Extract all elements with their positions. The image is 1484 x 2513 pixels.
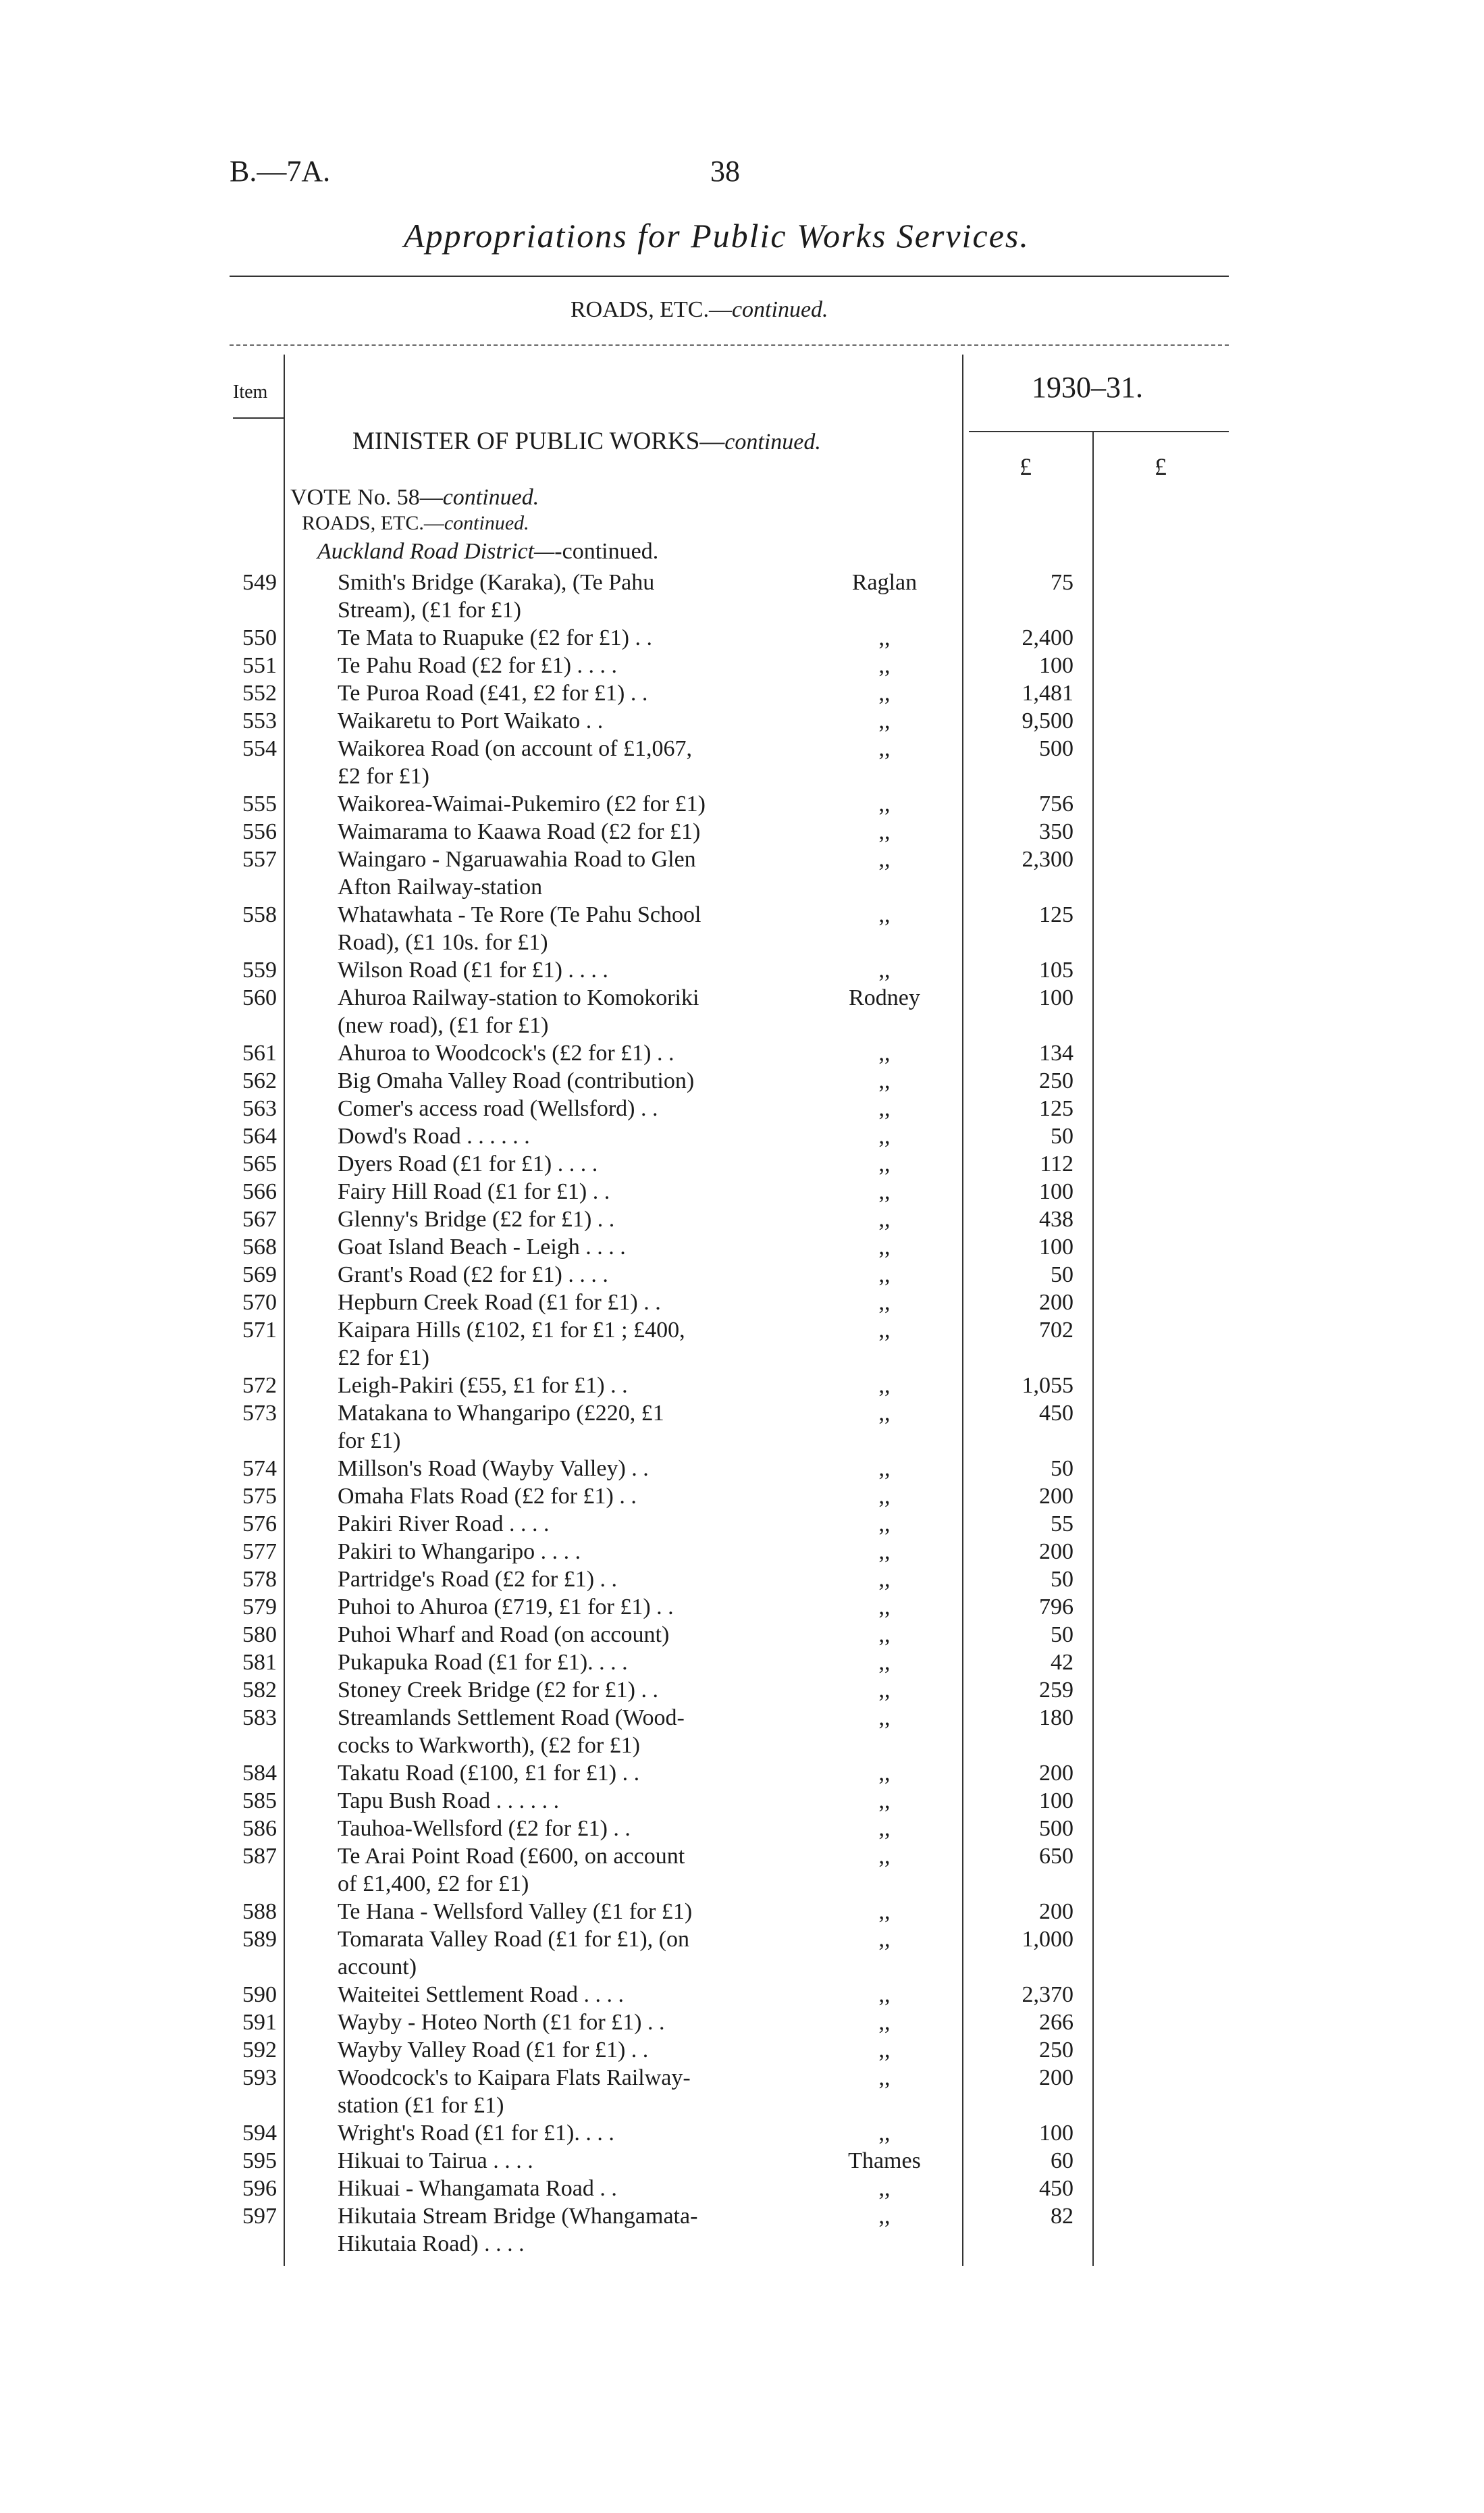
item-number: 564 bbox=[242, 1124, 277, 1149]
item-amount: 82 bbox=[1051, 2204, 1074, 2229]
item-amount: 350 bbox=[1039, 819, 1074, 844]
item-description: Tomarata Valley Road (£1 for £1), (on account) bbox=[338, 1927, 690, 1979]
item-amount: 200 bbox=[1039, 1539, 1074, 1564]
item-district: ,, bbox=[878, 625, 891, 650]
item-description: Grant's Road (£2 for £1) . . . . bbox=[338, 1262, 608, 1287]
roads-subheading-continued: continued. bbox=[444, 512, 529, 534]
item-description: Millson's Road (Wayby Valley) . . bbox=[338, 1456, 649, 1481]
item-description: Hepburn Creek Road (£1 for £1) . . bbox=[338, 1290, 661, 1315]
item-amount: 450 bbox=[1039, 1401, 1074, 1426]
item-number: 590 bbox=[242, 1982, 277, 2007]
item-description: Te Hana - Wellsford Valley (£1 for £1) bbox=[338, 1899, 693, 1924]
item-number: 582 bbox=[242, 1678, 277, 1703]
item-description: Fairy Hill Road (£1 for £1) . . bbox=[338, 1179, 610, 1204]
page-title: Appropriations for Public Works Services. bbox=[404, 217, 1030, 255]
item-description: Stoney Creek Bridge (£2 for £1) . . bbox=[338, 1678, 658, 1703]
item-district: Raglan bbox=[851, 570, 918, 595]
item-description: Puhoi to Ahuroa (£719, £1 for £1) . . bbox=[338, 1595, 674, 1620]
item-description: Hikuai - Whangamata Road . . bbox=[338, 2176, 617, 2201]
item-column-divider bbox=[284, 355, 285, 2266]
item-amount: 2,370 bbox=[1022, 1982, 1074, 2007]
item-district: ,, bbox=[878, 1318, 891, 1343]
currency-header-1: £ bbox=[1019, 453, 1032, 480]
item-description: Dowd's Road . . . . . . bbox=[338, 1124, 530, 1149]
item-amount: 75 bbox=[1051, 570, 1074, 595]
district-heading-continued: -continued. bbox=[554, 539, 659, 564]
item-header-rule bbox=[233, 417, 284, 419]
item-district: ,, bbox=[878, 2176, 891, 2201]
item-district: ,, bbox=[878, 1511, 891, 1536]
item-description: Omaha Flats Road (£2 for £1) . . bbox=[338, 1484, 637, 1509]
item-number: 561 bbox=[242, 1041, 277, 1066]
item-amount: 438 bbox=[1039, 1207, 1074, 1232]
roads-subheading-text: ROADS, ETC.— bbox=[302, 512, 444, 534]
minister-heading-text: MINISTER OF PUBLIC WORKS— bbox=[352, 428, 725, 455]
item-district: ,, bbox=[878, 1705, 891, 1730]
item-amount: 500 bbox=[1039, 1816, 1074, 1841]
item-description: Waikaretu to Port Waikato . . bbox=[338, 708, 604, 733]
item-number: 580 bbox=[242, 1622, 277, 1647]
item-number: 579 bbox=[242, 1595, 277, 1620]
item-district: ,, bbox=[878, 1622, 891, 1647]
item-district: ,, bbox=[878, 681, 891, 706]
item-amount: 100 bbox=[1039, 2121, 1074, 2146]
item-district: ,, bbox=[878, 1844, 891, 1869]
item-number: 586 bbox=[242, 1816, 277, 1841]
item-amount: 1,000 bbox=[1022, 1927, 1074, 1952]
item-district: ,, bbox=[878, 1151, 891, 1176]
item-district: ,, bbox=[878, 1982, 891, 2007]
item-district: ,, bbox=[878, 1484, 891, 1509]
item-number: 587 bbox=[242, 1844, 277, 1869]
item-number: 577 bbox=[242, 1539, 277, 1564]
item-number: 597 bbox=[242, 2204, 277, 2229]
item-amount: 702 bbox=[1039, 1318, 1074, 1343]
item-district: ,, bbox=[878, 1816, 891, 1841]
item-amount: 50 bbox=[1051, 1262, 1074, 1287]
item-number: 596 bbox=[242, 2176, 277, 2201]
item-number: 592 bbox=[242, 2038, 277, 2063]
item-district: ,, bbox=[878, 847, 891, 872]
item-district: ,, bbox=[878, 792, 891, 817]
item-amount: 200 bbox=[1039, 1761, 1074, 1786]
item-description: Tapu Bush Road . . . . . . bbox=[338, 1788, 560, 1813]
item-number: 573 bbox=[242, 1401, 277, 1426]
item-description: Matakana to Whangaripo (£220, £1 for £1) bbox=[338, 1401, 664, 1453]
item-description: Leigh-Pakiri (£55, £1 for £1) . . bbox=[338, 1373, 628, 1398]
item-district: ,, bbox=[878, 1235, 891, 1260]
item-description: Wright's Road (£1 for £1). . . . bbox=[338, 2121, 614, 2146]
item-amount: 1,055 bbox=[1022, 1373, 1074, 1398]
section-title-text: ROADS, ETC.— bbox=[571, 297, 732, 322]
item-description: Waikorea-Waimai-Pukemiro (£2 for £1) bbox=[338, 792, 706, 817]
item-district: ,, bbox=[878, 1262, 891, 1287]
item-district: ,, bbox=[878, 2010, 891, 2035]
item-amount: 134 bbox=[1039, 1041, 1074, 1066]
item-number: 589 bbox=[242, 1927, 277, 1952]
header-rule bbox=[230, 276, 1229, 277]
item-description: Te Arai Point Road (£600, on account of £1,400, £2 for £1) bbox=[338, 1844, 685, 1896]
item-amount: 100 bbox=[1039, 1788, 1074, 1813]
item-amount: 112 bbox=[1040, 1151, 1074, 1176]
item-description: Woodcock's to Kaipara Flats Railway- station (£1 for £1) bbox=[338, 2065, 691, 2118]
item-number: 585 bbox=[242, 1788, 277, 1813]
report-code: B.—7A. bbox=[230, 155, 331, 188]
item-amount: 60 bbox=[1051, 2148, 1074, 2173]
item-description: Wayby Valley Road (£1 for £1) . . bbox=[338, 2038, 649, 2063]
item-description: Goat Island Beach - Leigh . . . . bbox=[338, 1235, 626, 1260]
item-amount: 42 bbox=[1051, 1650, 1074, 1675]
item-district: ,, bbox=[878, 708, 891, 733]
item-district: ,, bbox=[878, 1124, 891, 1149]
item-number: 556 bbox=[242, 819, 277, 844]
minister-heading bbox=[352, 427, 821, 456]
item-number: 559 bbox=[242, 958, 277, 983]
item-description: Pakiri River Road . . . . bbox=[338, 1511, 550, 1536]
item-amount: 200 bbox=[1039, 1290, 1074, 1315]
item-district: ,, bbox=[878, 1207, 891, 1232]
item-district: ,, bbox=[878, 1041, 891, 1066]
item-number: 571 bbox=[242, 1318, 277, 1343]
item-description: Smith's Bridge (Karaka), (Te Pahu Stream), (£1 for £1) bbox=[338, 570, 655, 623]
item-amount: 250 bbox=[1039, 1068, 1074, 1093]
item-district: ,, bbox=[878, 902, 891, 927]
item-number: 588 bbox=[242, 1899, 277, 1924]
item-number: 593 bbox=[242, 2065, 277, 2090]
item-description: Comer's access road (Wellsford) . . bbox=[338, 1096, 658, 1121]
amount-column-divider bbox=[1092, 432, 1094, 2266]
item-description: Pakiri to Whangaripo . . . . bbox=[338, 1539, 581, 1564]
item-description: Te Pahu Road (£2 for £1) . . . . bbox=[338, 653, 618, 678]
item-district: ,, bbox=[878, 1456, 891, 1481]
item-number: 581 bbox=[242, 1650, 277, 1675]
item-amount: 2,300 bbox=[1022, 847, 1074, 872]
item-number: 595 bbox=[242, 2148, 277, 2173]
item-amount: 796 bbox=[1039, 1595, 1074, 1620]
item-amount: 50 bbox=[1051, 1456, 1074, 1481]
vote-heading-text: VOTE No. 58— bbox=[290, 485, 443, 510]
section-title-continued: continued. bbox=[731, 297, 828, 322]
item-amount: 1,481 bbox=[1022, 681, 1074, 706]
item-amount: 200 bbox=[1039, 2065, 1074, 2090]
item-district: ,, bbox=[878, 1539, 891, 1564]
item-amount: 100 bbox=[1039, 985, 1074, 1010]
item-district: ,, bbox=[878, 1096, 891, 1121]
district-heading bbox=[317, 539, 658, 565]
item-district: ,, bbox=[878, 1788, 891, 1813]
item-district: Thames bbox=[848, 2148, 921, 2173]
item-district: ,, bbox=[878, 1899, 891, 1924]
item-description: Hikutaia Stream Bridge (Whangamata- Hikutaia Road) . . . . bbox=[338, 2204, 698, 2256]
item-number: 576 bbox=[242, 1511, 277, 1536]
item-amount: 650 bbox=[1039, 1844, 1074, 1869]
item-description: Te Mata to Ruapuke (£2 for £1) . . bbox=[338, 625, 652, 650]
item-number: 570 bbox=[242, 1290, 277, 1315]
item-number: 563 bbox=[242, 1096, 277, 1121]
item-description: Takatu Road (£100, £1 for £1) . . bbox=[338, 1761, 640, 1786]
vote-heading-continued: continued. bbox=[442, 485, 539, 510]
item-description: Hikuai to Tairua . . . . bbox=[338, 2148, 533, 2173]
item-description: Glenny's Bridge (£2 for £1) . . bbox=[338, 1207, 615, 1232]
item-amount: 100 bbox=[1039, 1179, 1074, 1204]
item-number: 553 bbox=[242, 708, 277, 733]
item-amount: 756 bbox=[1039, 792, 1074, 817]
item-amount: 105 bbox=[1039, 958, 1074, 983]
item-district: ,, bbox=[878, 2065, 891, 2090]
item-description: Whatawhata - Te Rore (Te Pahu School Road), (£1 10s. for £1) bbox=[338, 902, 701, 955]
item-amount: 250 bbox=[1039, 2038, 1074, 2063]
item-amount: 125 bbox=[1039, 1096, 1074, 1121]
page-number: 38 bbox=[710, 155, 740, 188]
item-district: ,, bbox=[878, 2038, 891, 2063]
item-description: Te Puroa Road (£41, £2 for £1) . . bbox=[338, 681, 648, 706]
item-number: 591 bbox=[242, 2010, 277, 2035]
item-description: Dyers Road (£1 for £1) . . . . bbox=[338, 1151, 598, 1176]
district-heading-name: Auckland Road District— bbox=[317, 539, 555, 564]
item-number: 578 bbox=[242, 1567, 277, 1592]
item-description: Partridge's Road (£2 for £1) . . bbox=[338, 1567, 618, 1592]
table-top-rule bbox=[230, 344, 1229, 346]
item-district: ,, bbox=[878, 1567, 891, 1592]
item-amount: 450 bbox=[1039, 2176, 1074, 2201]
item-number: 567 bbox=[242, 1207, 277, 1232]
item-number: 574 bbox=[242, 1456, 277, 1481]
item-description: Pukapuka Road (£1 for £1). . . . bbox=[338, 1650, 628, 1675]
item-district: ,, bbox=[878, 1595, 891, 1620]
item-amount: 50 bbox=[1051, 1567, 1074, 1592]
item-district: ,, bbox=[878, 1373, 891, 1398]
item-district: ,, bbox=[878, 1401, 891, 1426]
minister-heading-continued: continued. bbox=[724, 430, 821, 455]
item-description: Tauhoa-Wellsford (£2 for £1) . . bbox=[338, 1816, 631, 1841]
item-district: ,, bbox=[878, 1650, 891, 1675]
item-number: 575 bbox=[242, 1484, 277, 1509]
item-district: ,, bbox=[878, 1927, 891, 1952]
item-number: 551 bbox=[242, 653, 277, 678]
year-column-header: 1930–31. bbox=[1032, 371, 1143, 404]
item-description: Ahuroa to Woodcock's (£2 for £1) . . bbox=[338, 1041, 674, 1066]
item-number: 557 bbox=[242, 847, 277, 872]
item-district: ,, bbox=[878, 819, 891, 844]
item-district: ,, bbox=[878, 2121, 891, 2146]
item-number: 549 bbox=[242, 570, 277, 595]
item-amount: 9,500 bbox=[1022, 708, 1074, 733]
vote-heading bbox=[290, 485, 539, 511]
item-amount: 266 bbox=[1039, 2010, 1074, 2035]
item-number: 584 bbox=[242, 1761, 277, 1786]
item-number: 572 bbox=[242, 1373, 277, 1398]
district-column-divider bbox=[962, 355, 963, 2266]
item-description: Streamlands Settlement Road (Wood- cocks to Warkworth), (£2 for £1) bbox=[338, 1705, 685, 1758]
item-number: 566 bbox=[242, 1179, 277, 1204]
item-district: ,, bbox=[878, 1290, 891, 1315]
item-number: 554 bbox=[242, 736, 277, 761]
item-amount: 200 bbox=[1039, 1899, 1074, 1924]
item-description: Kaipara Hills (£102, £1 for £1 ; £400, £2 for £1) bbox=[338, 1318, 685, 1370]
item-amount: 100 bbox=[1039, 1235, 1074, 1260]
item-description: Waikorea Road (on account of £1,067, £2 for £1) bbox=[338, 736, 693, 789]
item-description: Wilson Road (£1 for £1) . . . . bbox=[338, 958, 608, 983]
item-column-header: Item bbox=[233, 382, 268, 403]
item-amount: 180 bbox=[1039, 1705, 1074, 1730]
item-number: 560 bbox=[242, 985, 277, 1010]
item-amount: 50 bbox=[1051, 1124, 1074, 1149]
item-district: ,, bbox=[878, 653, 891, 678]
item-district: ,, bbox=[878, 1678, 891, 1703]
item-number: 552 bbox=[242, 681, 277, 706]
item-amount: 259 bbox=[1039, 1678, 1074, 1703]
item-amount: 50 bbox=[1051, 1622, 1074, 1647]
item-description: Big Omaha Valley Road (contribution) bbox=[338, 1068, 695, 1093]
item-number: 569 bbox=[242, 1262, 277, 1287]
item-number: 562 bbox=[242, 1068, 277, 1093]
item-district: ,, bbox=[878, 2204, 891, 2229]
item-description: Waiteitei Settlement Road . . . . bbox=[338, 1982, 625, 2007]
item-amount: 125 bbox=[1039, 902, 1074, 927]
item-description: Waingaro - Ngaruawahia Road to Glen Afton Railway-station bbox=[338, 847, 696, 900]
currency-header-2: £ bbox=[1155, 453, 1167, 480]
item-district: ,, bbox=[878, 1068, 891, 1093]
item-district: ,, bbox=[878, 1761, 891, 1786]
item-number: 583 bbox=[242, 1705, 277, 1730]
item-amount: 200 bbox=[1039, 1484, 1074, 1509]
item-number: 565 bbox=[242, 1151, 277, 1176]
item-district: ,, bbox=[878, 1179, 891, 1204]
item-number: 594 bbox=[242, 2121, 277, 2146]
item-amount: 55 bbox=[1051, 1511, 1074, 1536]
item-description: Wayby - Hoteo North (£1 for £1) . . bbox=[338, 2010, 665, 2035]
item-number: 550 bbox=[242, 625, 277, 650]
item-description: Puhoi Wharf and Road (on account) bbox=[338, 1622, 670, 1647]
section-title bbox=[571, 297, 828, 323]
item-amount: 2,400 bbox=[1022, 625, 1074, 650]
item-district: Rodney bbox=[849, 985, 920, 1010]
item-number: 568 bbox=[242, 1235, 277, 1260]
item-amount: 100 bbox=[1039, 653, 1074, 678]
item-description: Ahuroa Railway-station to Komokoriki (new road), (£1 for £1) bbox=[338, 985, 699, 1038]
item-district: ,, bbox=[878, 736, 891, 761]
item-number: 558 bbox=[242, 902, 277, 927]
item-amount: 500 bbox=[1039, 736, 1074, 761]
roads-subheading bbox=[302, 512, 529, 535]
item-district: ,, bbox=[878, 958, 891, 983]
item-number: 555 bbox=[242, 792, 277, 817]
year-header-rule bbox=[969, 431, 1229, 432]
item-description: Waimarama to Kaawa Road (£2 for £1) bbox=[338, 819, 701, 844]
